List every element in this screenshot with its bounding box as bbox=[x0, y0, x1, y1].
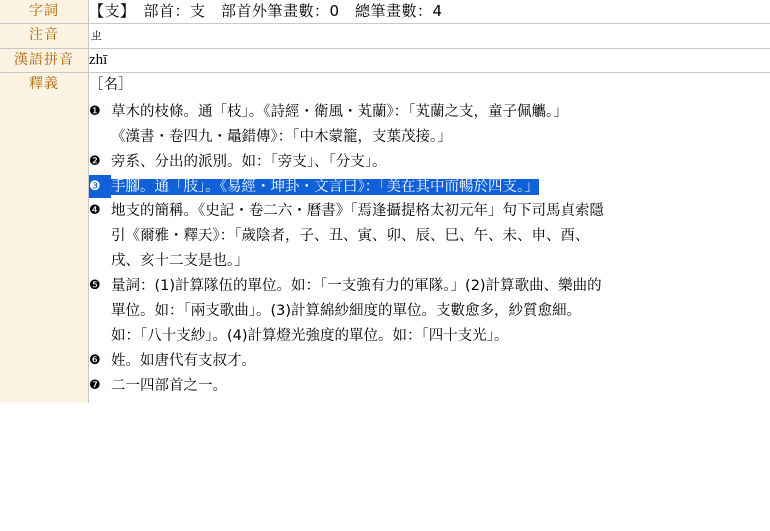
sense-text bbox=[111, 374, 770, 399]
sense-line: 二一四部首之一。 bbox=[111, 378, 227, 394]
sense-text bbox=[111, 175, 770, 200]
row-label-pinyin: 漢語拼音 bbox=[0, 48, 89, 72]
sense-item bbox=[89, 150, 770, 175]
sense-number: ❼ bbox=[89, 378, 101, 393]
sense-line: 如：「八十支紗」。(4)計算燈光強度的單位。如：「四十支光」。 bbox=[111, 328, 509, 345]
sense-line bbox=[111, 175, 770, 200]
sense-number: ❹ bbox=[89, 203, 101, 219]
headword-line: 【支】 部首：支 部首外筆畫數：0 總筆畫數：4 bbox=[89, 2, 443, 20]
sense-number: ❺ bbox=[89, 278, 101, 294]
sense-item bbox=[89, 374, 770, 399]
sense-item bbox=[89, 349, 770, 374]
pinyin-value: zhī bbox=[89, 48, 770, 72]
row-label-definition: 釋義 bbox=[0, 72, 89, 403]
sense-line: 戌、亥十二支是也。」 bbox=[111, 253, 249, 270]
word-cell bbox=[89, 0, 770, 24]
table-row-word bbox=[0, 0, 770, 24]
row-label-word: 字詞 bbox=[0, 0, 89, 24]
part-of-speech-tag: ［名］ bbox=[89, 76, 133, 93]
sense-line: 單位。如：「兩支歌曲」。(3)計算綿紗細度的單位。支數愈多，紗質愈細。 bbox=[111, 303, 582, 320]
sense-line: 旁系、分出的派別。如：「旁支」、「分支」。 bbox=[111, 153, 387, 170]
sense-item bbox=[89, 100, 770, 150]
sense-text bbox=[111, 150, 770, 175]
table-row-pinyin bbox=[0, 48, 770, 72]
sense-line: 量詞：(1)計算隊伍的單位。如：「一支強有力的軍隊。」(2)計算歌曲、樂曲的 bbox=[111, 278, 602, 295]
sense-text bbox=[111, 274, 770, 349]
sense-number: ❸ bbox=[89, 175, 111, 198]
sense-line: 地支的簡稱。《史記・卷二六・曆書》「焉逢攝提格太初元年」句下司馬貞索隱 bbox=[111, 203, 604, 220]
sense-number: ❻ bbox=[89, 353, 101, 369]
row-label-bopomofo: 注音 bbox=[0, 24, 89, 48]
sense-line: 引《爾雅・釋天》：「歲陰者，子、丑、寅、卯、辰、巳、午、未、申、酉、 bbox=[111, 228, 590, 245]
sense-line: 姓。如唐代有支叔才。 bbox=[111, 353, 256, 370]
definition-cell bbox=[89, 72, 770, 403]
sense-number: ❶ bbox=[89, 103, 101, 119]
table-row-definition bbox=[0, 72, 770, 403]
table-row-bopomofo bbox=[0, 24, 770, 48]
sense-text bbox=[111, 349, 770, 374]
sense-item bbox=[89, 199, 770, 274]
bottom-spacer bbox=[89, 399, 770, 403]
sense-text bbox=[111, 199, 770, 274]
sense-number: ❷ bbox=[89, 153, 101, 169]
sense-item bbox=[89, 175, 770, 200]
sense-text bbox=[111, 100, 770, 150]
sense-item bbox=[89, 274, 770, 349]
bopomofo-value: ㄓ bbox=[89, 24, 770, 48]
sense-list bbox=[89, 100, 770, 399]
definition-block bbox=[89, 73, 770, 399]
sense-line: 草木的枝條。通「枝」。《詩經・衛風・芄蘭》：「芄蘭之支，童子佩觿。」 bbox=[111, 103, 568, 120]
highlighted-text: 手腳。通「肢」。《易經・坤卦・文言曰》：「美在其中而暢於四支。」 bbox=[111, 178, 539, 195]
sense-line: 《漢書・卷四九・鼂錯傳》：「中木蒙籠，支葉茂接。」 bbox=[111, 128, 452, 145]
